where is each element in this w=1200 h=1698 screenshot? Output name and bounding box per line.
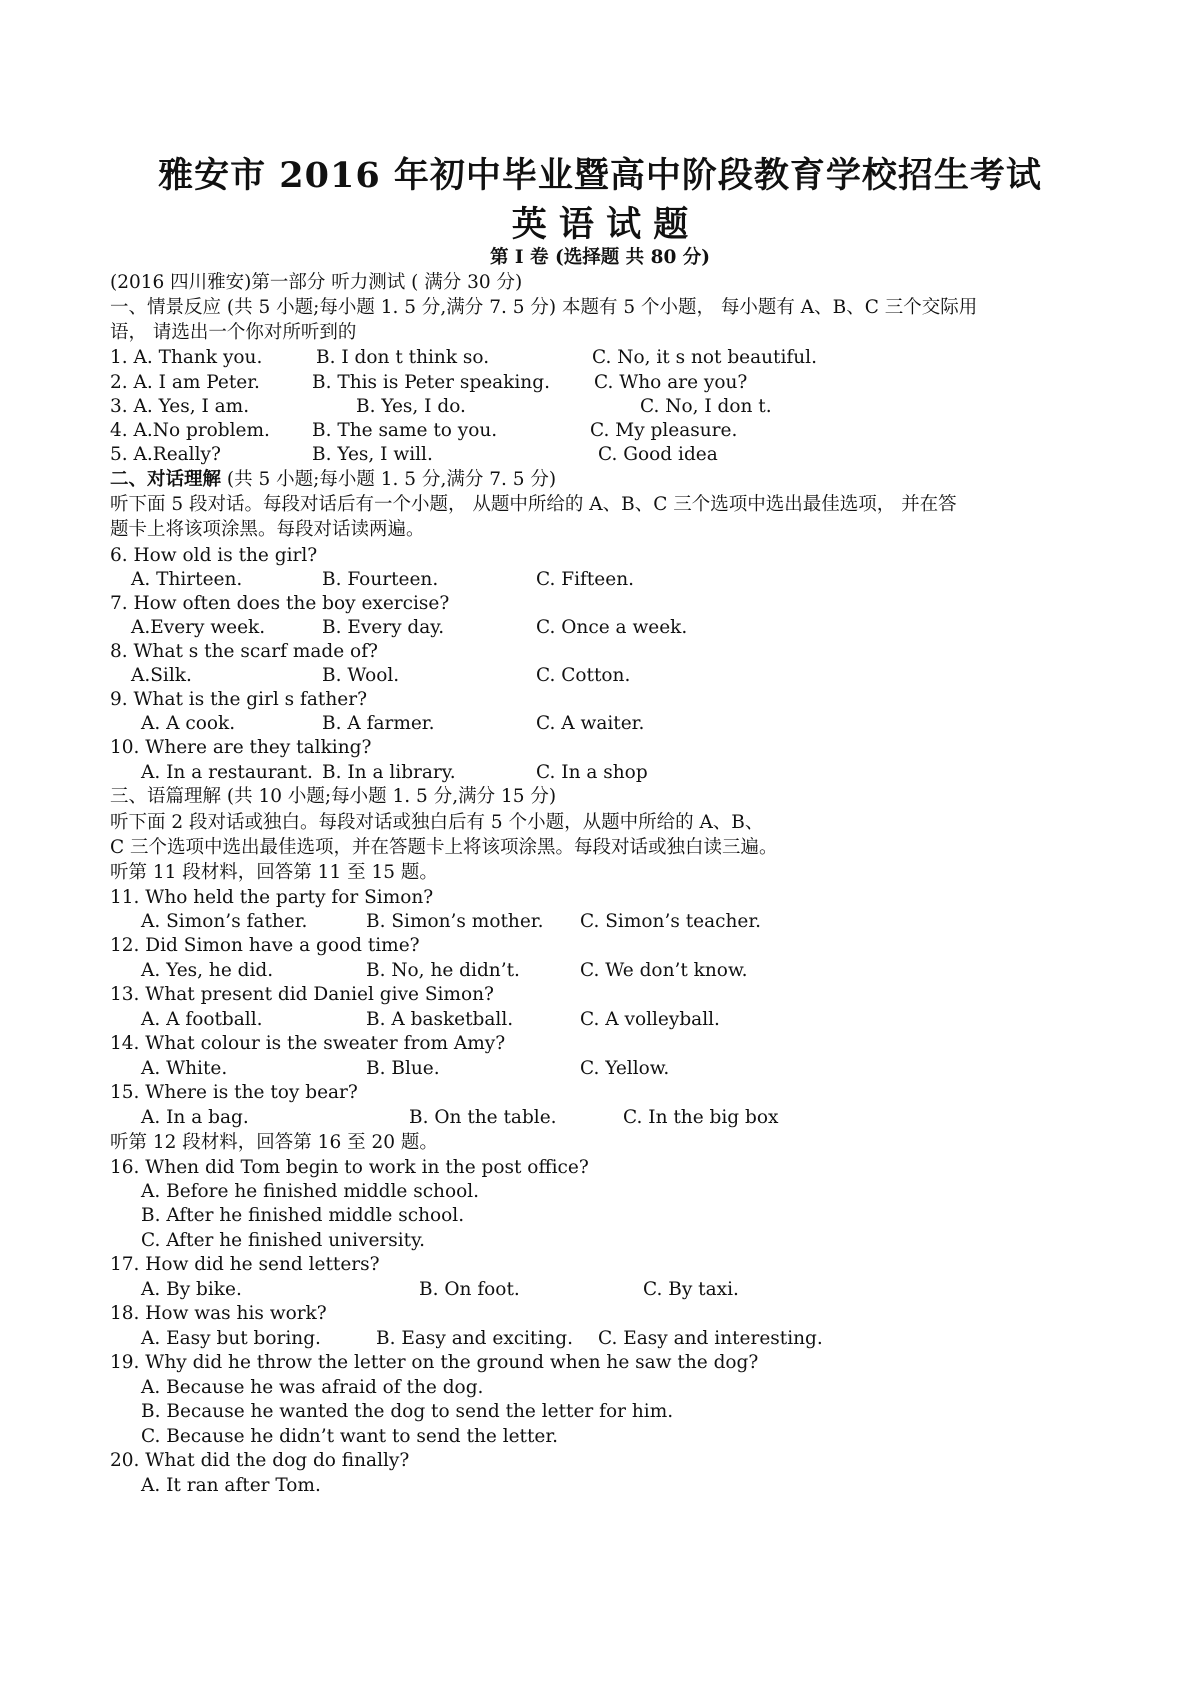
q17-stem: 17. How did he send letters? [110, 1254, 380, 1275]
q18-option-b: B. Easy and exciting. [376, 1328, 574, 1349]
section-1-instructions: 一、情景反应 (共 5 小题;每小题 1. 5 分,满分 7. 5 分) 本题有 5 个小题， 每小题有 A、B、C 三个交际用 [110, 297, 978, 318]
section-2-title: 二、对话理解 [110, 469, 222, 490]
q10-option-c: C. In a shop [536, 762, 648, 783]
q5-option-b: B. Yes, I will. [312, 444, 433, 465]
q12-option-c: C. We don’t know. [580, 960, 748, 981]
q2-option-c: C. Who are you? [594, 372, 748, 393]
q18-option-c: C. Easy and interesting. [598, 1328, 823, 1349]
q11-option-a: A. Simon’s father. [141, 911, 308, 932]
q20-option-a: A. It ran after Tom. [141, 1475, 321, 1496]
q4-option-a: 4. A.No problem. [110, 420, 270, 441]
q13-option-c: C. A volleyball. [580, 1009, 720, 1030]
q7-option-b: B. Every day. [322, 617, 445, 638]
q12-option-a: A. Yes, he did. [141, 960, 274, 981]
q14-option-b: B. Blue. [366, 1058, 440, 1079]
q3-option-a: 3. A. Yes, I am. [110, 396, 250, 417]
q16-option-a: A. Before he finished middle school. [141, 1181, 480, 1202]
q10-option-b: B. In a library. [322, 762, 456, 783]
q17-option-a: A. By bike. [141, 1279, 242, 1300]
q14-option-a: A. White. [141, 1058, 228, 1079]
q1-option-c: C. No, it s not beautiful. [592, 347, 817, 368]
q9-option-c: C. A waiter. [536, 713, 645, 734]
section-3-heading: 三、语篇理解 (共 10 小题;每小题 1. 5 分,满分 15 分) [110, 786, 557, 807]
section-2-heading [110, 468, 556, 492]
q8-option-c: C. Cotton. [536, 665, 631, 686]
exam-subtitle: 英 语 试 题 [511, 204, 689, 245]
section-1-instructions-2: 语， 请选出一个你对所听到的 [110, 322, 357, 343]
q9-stem: 9. What is the girl s father? [110, 689, 367, 710]
q7-stem: 7. How often does the boy exercise? [110, 593, 450, 614]
q8-option-a: A.Silk. [131, 665, 192, 686]
q3-option-b: B. Yes, I do. [356, 396, 466, 417]
q13-stem: 13. What present did Daniel give Simon? [110, 984, 494, 1005]
q17-option-b: B. On foot. [419, 1279, 520, 1300]
q11-stem: 11. Who held the party for Simon? [110, 887, 434, 908]
q9-option-a: A. A cook. [141, 713, 236, 734]
q16-stem: 16. When did Tom begin to work in the post office? [110, 1157, 589, 1178]
q16-option-c: C. After he finished university. [141, 1230, 425, 1251]
material-11-note: 听第 11 段材料，回答第 11 至 15 题。 [110, 862, 438, 883]
exam-title: 雅安市 2016 年初中毕业暨高中阶段教育学校招生考试 [158, 155, 1042, 196]
q19-option-c: C. Because he didn’t want to send the letter. [141, 1426, 559, 1447]
q15-stem: 15. Where is the toy bear? [110, 1082, 358, 1103]
q18-stem: 18. How was his work? [110, 1303, 327, 1324]
q12-option-b: B. No, he didn’t. [366, 960, 520, 981]
part-heading: (2016 四川雅安)第一部分 听力测试 ( 满分 30 分) [110, 272, 523, 293]
q10-stem: 10. Where are they talking? [110, 737, 372, 758]
q14-stem: 14. What colour is the sweater from Amy? [110, 1033, 506, 1054]
q4-option-c: C. My pleasure. [590, 420, 738, 441]
q17-option-c: C. By taxi. [643, 1279, 739, 1300]
q8-stem: 8. What s the scarf made of? [110, 641, 378, 662]
q6-option-b: B. Fourteen. [322, 569, 439, 590]
section-2-instructions-2: 题卡上将该项涂黑。每段对话读两遍。 [110, 519, 425, 540]
q11-option-c: C. Simon’s teacher. [580, 911, 762, 932]
q13-option-a: A. A football. [141, 1009, 263, 1030]
q9-option-b: B. A farmer. [322, 713, 435, 734]
q1-option-b: B. I don t think so. [316, 347, 490, 368]
section-3-instructions: 听下面 2 段对话或独白。每段对话或独白后有 5 个小题，从题中所给的 A、B、 [110, 812, 764, 833]
q13-option-b: B. A basketball. [366, 1009, 514, 1030]
q20-stem: 20. What did the dog do finally? [110, 1450, 410, 1471]
q8-option-b: B. Wool. [322, 665, 400, 686]
q6-option-a: A. Thirteen. [131, 569, 243, 590]
q5-option-a: 5. A.Really? [110, 444, 221, 465]
q2-option-a: 2. A. I am Peter. [110, 372, 260, 393]
q19-option-a: A. Because he was afraid of the dog. [141, 1377, 484, 1398]
q14-option-c: C. Yellow. [580, 1058, 670, 1079]
q19-stem: 19. Why did he throw the letter on the ground when he saw the dog? [110, 1352, 759, 1373]
q11-option-b: B. Simon’s mother. [366, 911, 544, 932]
q19-option-b: B. Because he wanted the dog to send the letter for him. [141, 1401, 674, 1422]
q15-option-a: A. In a bag. [141, 1107, 249, 1128]
q15-option-b: B. On the table. [409, 1107, 557, 1128]
q16-option-b: B. After he finished middle school. [141, 1205, 465, 1226]
section-2-scoring: (共 5 小题;每小题 1. 5 分,满分 7. 5 分) [221, 469, 557, 490]
q1-option-a: 1. A. Thank you. [110, 347, 263, 368]
section-3-instructions-2: C 三个选项中选出最佳选项，并在答题卡上将该项涂黑。每段对话或独白读三遍。 [110, 837, 778, 858]
volume-heading: 第 I 卷 (选择题 共 80 分) [489, 247, 711, 268]
material-12-note: 听第 12 段材料，回答第 16 至 20 题。 [110, 1132, 438, 1153]
q6-stem: 6. How old is the girl? [110, 545, 318, 566]
q7-option-a: A.Every week. [131, 617, 266, 638]
q4-option-b: B. The same to you. [312, 420, 498, 441]
q18-option-a: A. Easy but boring. [141, 1328, 321, 1349]
q6-option-c: C. Fifteen. [536, 569, 634, 590]
q15-option-c: C. In the big box [623, 1107, 779, 1128]
q2-option-b: B. This is Peter speaking. [312, 372, 550, 393]
q3-option-c: C. No, I don t. [640, 396, 772, 417]
q5-option-c: C. Good idea [598, 444, 718, 465]
section-2-instructions: 听下面 5 段对话。每段对话后有一个小题， 从题中所给的 A、B、C 三个选项中选出最佳选项， 并在答 [110, 494, 957, 515]
q12-stem: 12. Did Simon have a good time? [110, 935, 420, 956]
q10-option-a: A. In a restaurant. [141, 762, 313, 783]
q7-option-c: C. Once a week. [536, 617, 688, 638]
